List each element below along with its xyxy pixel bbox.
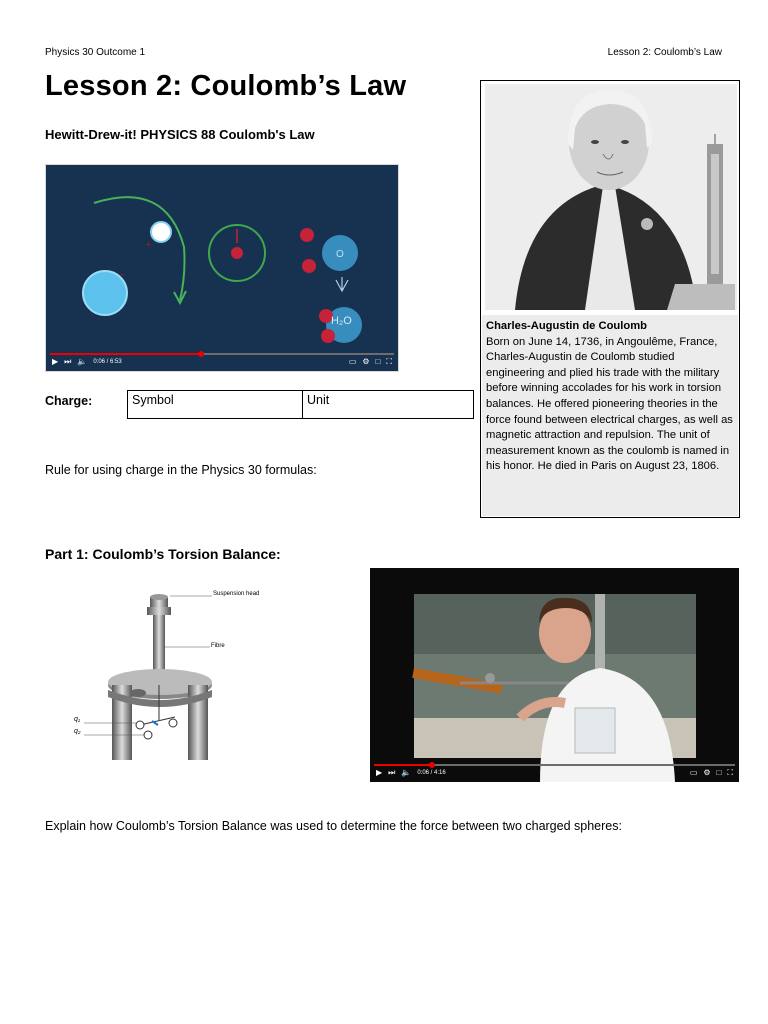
video-frame-lab <box>370 568 739 782</box>
page-title: Lesson 2: Coulomb’s Law <box>45 70 407 102</box>
video-controls <box>46 353 398 371</box>
video2-time: 0:06 / 4:16 <box>417 770 446 776</box>
charge-label: Charge: <box>45 394 93 408</box>
h2o-label: H₂O <box>331 315 352 327</box>
video-title: Hewitt-Drew-it! PHYSICS 88 Coulomb's Law <box>45 127 315 142</box>
video-time: 0:06 / 6:53 <box>93 359 122 365</box>
portrait-image <box>485 84 737 310</box>
play-icon[interactable]: ▶ <box>376 768 383 777</box>
fullscreen-icon[interactable]: ⛶ <box>386 357 392 366</box>
svg-text:O: O <box>336 249 344 260</box>
next-icon[interactable]: ⏭ <box>64 357 72 366</box>
video2-controls <box>370 764 739 782</box>
part1-heading: Part 1: Coulomb’s Torsion Balance: <box>45 546 281 562</box>
charge-unit-cell[interactable]: Unit <box>303 391 474 419</box>
biography-text: Born on June 14, 1736, in Angoulême, France, Charles-Augustin de Coulomb studied engineering and plied his trade with the military before winning accolades for his work in torsion balances. He offered pioneering theories in the force found between electrical charges, as well as magnetic attraction and repulsion. The unit of measurement known as the coulomb is named in his honor. He died in Paris on August 23, 1806. <box>486 335 733 473</box>
rule-prompt: Rule for using charge in the Physics 30 formulas: <box>45 463 317 477</box>
settings-icon[interactable]: ⚙ <box>362 357 370 366</box>
header-right: Lesson 2: Coulomb’s Law <box>607 47 722 58</box>
video-frame-drawing <box>46 165 398 371</box>
fullscreen-icon[interactable]: ⛶ <box>727 768 733 777</box>
captions-icon[interactable]: ▭ <box>348 357 357 366</box>
suspension-head-label: Suspension head <box>213 591 260 597</box>
q1-label: q₁ <box>74 716 81 723</box>
header-left: Physics 30 Outcome 1 <box>45 47 146 58</box>
biography-box <box>480 80 740 518</box>
torsion-balance-diagram <box>70 585 300 765</box>
volume-icon[interactable]: 🔈 <box>77 357 88 366</box>
torsion-balance-drawing <box>70 585 300 765</box>
charge-table <box>127 390 474 419</box>
play-icon[interactable]: ▶ <box>52 357 59 366</box>
settings-icon[interactable]: ⚙ <box>703 768 711 777</box>
captions-icon[interactable]: ▭ <box>689 768 698 777</box>
volume-icon[interactable]: 🔈 <box>401 768 412 777</box>
theater-icon[interactable]: □ <box>716 768 722 777</box>
coulomb-portrait <box>485 84 737 310</box>
explain-prompt: Explain how Coulomb’s Torsion Balance was used to determine the force between two charged spheres: <box>45 819 622 833</box>
theater-icon[interactable]: □ <box>375 357 381 366</box>
video-player-torsion[interactable] <box>370 568 739 782</box>
biography-text-block <box>482 315 738 516</box>
q2-label: q₂ <box>74 728 81 735</box>
svg-text:+: + <box>146 240 151 249</box>
charge-symbol-cell[interactable]: Symbol <box>128 391 303 419</box>
fibre-label: Fibre <box>211 643 225 649</box>
biography-name: Charles-Augustin de Coulomb <box>486 320 647 332</box>
svg-text:−: − <box>120 270 125 279</box>
video-player-hewitt[interactable] <box>45 164 399 372</box>
next-icon[interactable]: ⏭ <box>388 768 396 777</box>
